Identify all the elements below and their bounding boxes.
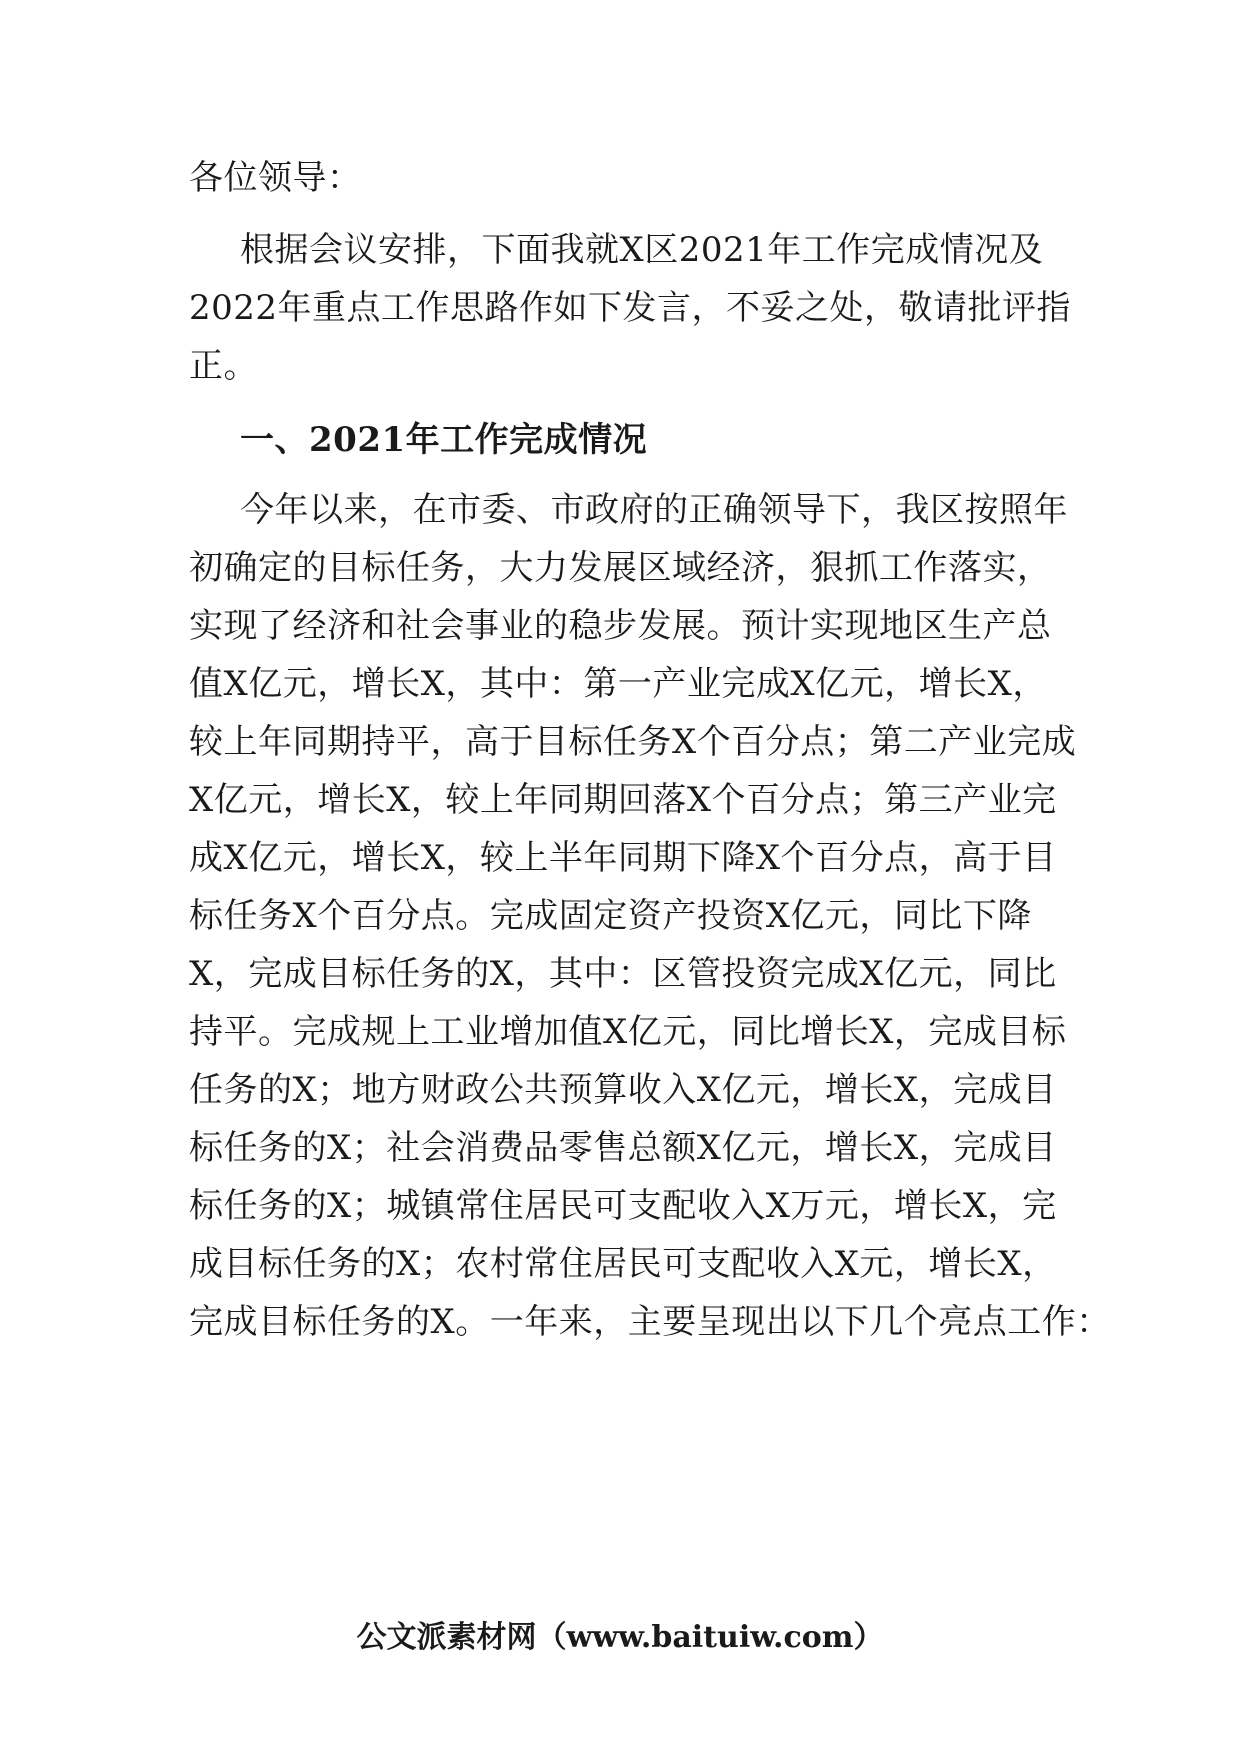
- body-line: 任务的X；地方财政公共预算收入X亿元，增长X，完成目: [189, 1070, 1057, 1110]
- footer-watermark: 公文派素材网（www.baituiw.com）: [356, 1620, 884, 1655]
- intro-line: 2022年重点工作思路作如下发言，不妥之处，敬请批评指: [189, 288, 1072, 328]
- body-line: 成目标任务的X；农村常住居民可支配收入X元，增长X，: [189, 1244, 1057, 1284]
- body-line: 标任务的X；城镇常住居民可支配收入X万元，增长X，完: [189, 1186, 1057, 1226]
- intro-line: 根据会议安排，下面我就X区2021年工作完成情况及: [240, 230, 1044, 270]
- section-heading: 一、2021年工作完成情况: [240, 420, 648, 460]
- body-line: 值X亿元，增长X，其中：第一产业完成X亿元，增长X，: [189, 664, 1047, 704]
- body-line: 完成目标任务的X。一年来，主要呈现出以下几个亮点工作：: [189, 1302, 1111, 1342]
- body-line: 今年以来，在市委、市政府的正确领导下，我区按照年: [240, 490, 1068, 530]
- intro-line: 正。: [189, 346, 258, 386]
- body-line: 较上年同期持平，高于目标任务X个百分点；第二产业完成: [189, 722, 1077, 762]
- body-line: 标任务的X；社会消费品零售总额X亿元，增长X，完成目: [189, 1128, 1057, 1168]
- body-line: X亿元，增长X，较上年同期回落X个百分点；第三产业完: [189, 780, 1057, 820]
- salutation: 各位领导：: [189, 158, 362, 198]
- body-line: 持平。完成规上工业增加值X亿元，同比增长X，完成目标: [189, 1012, 1067, 1052]
- body-line: 标任务X个百分点。完成固定资产投资X亿元，同比下降: [189, 896, 1032, 936]
- body-line: 初确定的目标任务，大力发展区域经济，狠抓工作落实，: [189, 548, 1052, 588]
- body-line: 实现了经济和社会事业的稳步发展。预计实现地区生产总: [189, 606, 1052, 646]
- body-line: X，完成目标任务的X，其中：区管投资完成X亿元，同比: [189, 954, 1057, 994]
- body-line: 成X亿元，增长X，较上半年同期下降X个百分点，高于目: [189, 838, 1057, 878]
